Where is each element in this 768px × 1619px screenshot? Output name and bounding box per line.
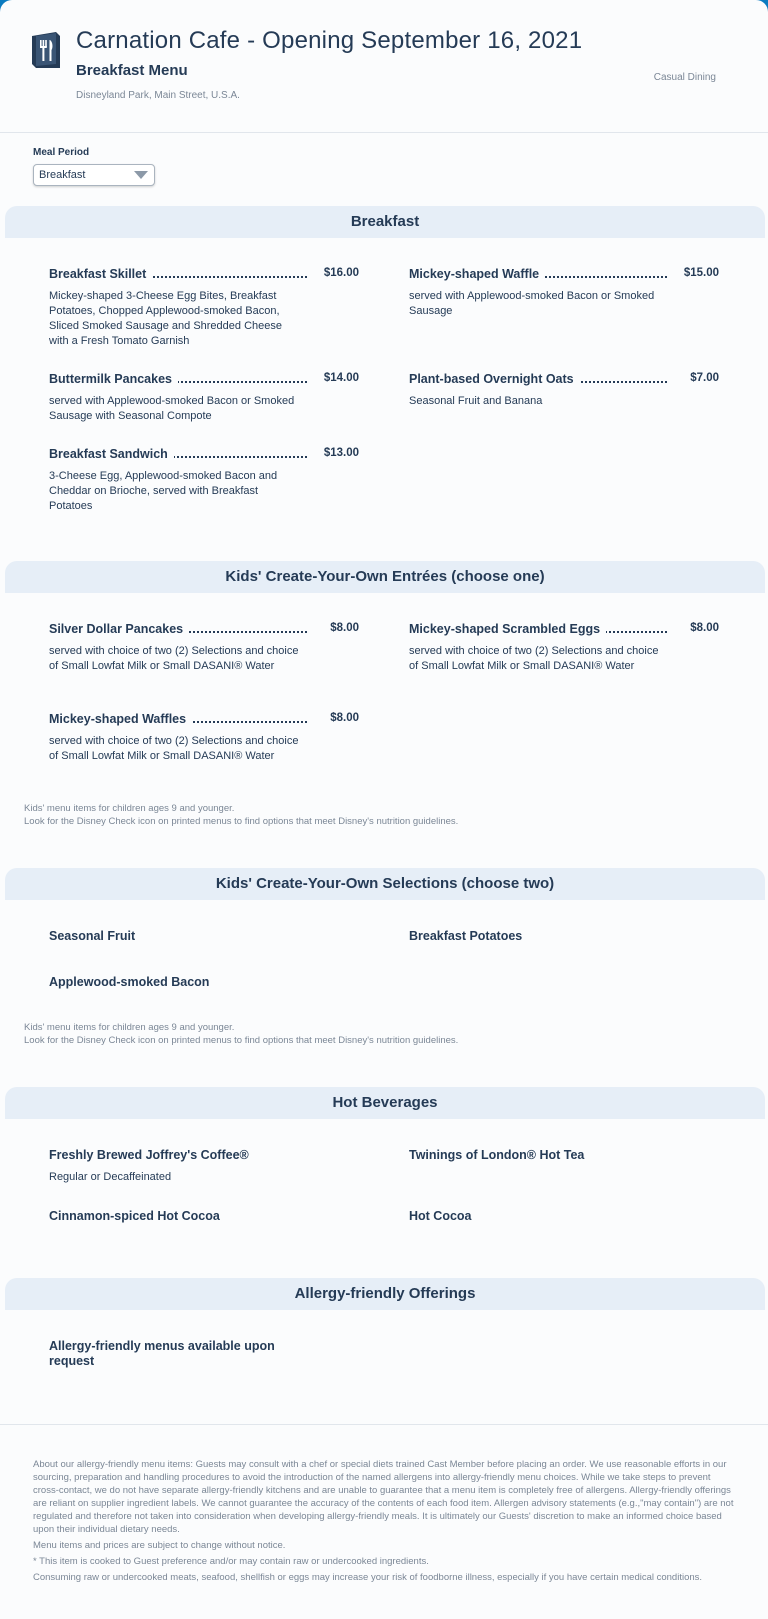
- section-title: Allergy-friendly Offerings: [5, 1278, 765, 1310]
- section-title: Kids' Create-Your-Own Selections (choose two): [5, 868, 765, 900]
- item-price: $14.00: [323, 372, 359, 384]
- footer-disclaimer: [33, 1458, 735, 1587]
- item-description: served with choice of two (2) Selections and choice of Small Lowfat Milk or Small DASANI® Water: [409, 645, 659, 672]
- item-name: Silver Dollar Pancakes: [49, 622, 189, 636]
- kids-note: [24, 1021, 458, 1047]
- menu-item: [49, 929, 359, 947]
- item-name: Buttermilk Pancakes: [49, 372, 178, 386]
- item-name: Mickey-shaped Waffle: [409, 267, 545, 281]
- item-price: $7.00: [690, 372, 719, 384]
- menu-item: [49, 267, 359, 349]
- item-price: $8.00: [690, 622, 719, 634]
- section-kids-selections: [5, 868, 765, 989]
- item-price: $15.00: [683, 267, 719, 279]
- menu-item: [409, 267, 719, 319]
- item-description: served with choice of two (2) Selections and choice of Small Lowfat Milk or Small DASANI® Water: [49, 735, 299, 762]
- cooked-note: * This item is cooked to Guest preference and/or may contain raw or undercooked ingredients.: [33, 1556, 429, 1567]
- menu-item: [409, 929, 719, 947]
- meal-period: [33, 147, 155, 186]
- menu-header: [0, 0, 768, 133]
- meal-period-label: Meal Period: [33, 147, 90, 158]
- menu-item: [49, 447, 359, 514]
- item-description: served with Applewood-smoked Bacon or Smoked Sausage with Seasonal Compote: [49, 395, 295, 422]
- kids-note: [24, 802, 458, 828]
- item-name: Cinnamon-spiced Hot Cocoa: [49, 1209, 220, 1223]
- disney-check-note: Look for the Disney Check icon on printed menus to find options that meet Disney's nutrition guidelines.: [24, 1035, 459, 1046]
- item-description: 3-Cheese Egg, Applewood-smoked Bacon and Cheddar on Brioche, served with Breakfast Potatoes: [49, 470, 278, 512]
- menu-item: [49, 712, 359, 764]
- location-text: Disneyland Park, Main Street, U.S.A.: [76, 90, 240, 101]
- item-name: Breakfast Skillet: [49, 267, 152, 281]
- menu-item: [49, 1209, 359, 1227]
- menu-item: [49, 372, 359, 424]
- item-name: Twinings of London® Hot Tea: [409, 1148, 585, 1162]
- kids-age-note: Kids' menu items for children ages 9 and younger.: [24, 803, 235, 814]
- item-name: Allergy-friendly menus available upon request: [49, 1339, 275, 1368]
- item-name: Seasonal Fruit: [49, 929, 136, 943]
- dining-type: Casual Dining: [653, 72, 716, 83]
- item-name: Mickey-shaped Waffles: [49, 712, 192, 726]
- section-allergy-friendly: [5, 1278, 765, 1368]
- item-price: $16.00: [323, 267, 359, 279]
- item-name: Hot Cocoa: [409, 1209, 472, 1223]
- meal-period-select[interactable]: [33, 164, 155, 186]
- menu-subtitle: Breakfast Menu: [76, 62, 188, 79]
- consuming-note: Consuming raw or undercooked meats, seafood, shellfish or eggs may increase your risk of foodborne illness, especially if you have certain medical conditions.: [33, 1572, 703, 1583]
- section-title: Kids' Create-Your-Own Entrées (choose one): [5, 561, 765, 593]
- section-title: Breakfast: [5, 206, 765, 238]
- footer-divider: [0, 1424, 768, 1425]
- item-description: Regular or Decaffeinated: [49, 1171, 172, 1183]
- item-price: $13.00: [323, 447, 359, 459]
- prices-note: Menu items and prices are subject to change without notice.: [33, 1540, 286, 1551]
- allergy-disclaimer: About our allergy-friendly menu items: Guests may consult with a chef or special diets trained Cast Member before placing an order. We use reasonable efforts in our sourcing, preparation and handling procedures to avoid the introduction of the named allergens into allergy-friendly menu choices. While we take steps to prevent cross-contact, we do not have separate allergy-friendly kitchens and are unable to guarantee that a menu item is completely free of allergens. Allergy-friendly offerings are reliant on supplier ingredient labels. We cannot guarantee the accuracy of the contents of each food item. Allergen advisory statements (e.g.,"may contain") are not regulated and therefore not taken into consideration when developing allergy-friendly meals. It is ultimately our Guests' discretion to make an informed choice based upon their individual dietary needs.: [33, 1459, 734, 1535]
- menu-item: [409, 1209, 719, 1227]
- menu-item: [409, 372, 719, 409]
- item-name: Mickey-shaped Scrambled Eggs: [409, 622, 606, 636]
- section-hot-beverages: [5, 1087, 765, 1223]
- item-name: Applewood-smoked Bacon: [49, 975, 210, 989]
- item-name: Freshly Brewed Joffrey's Coffee®: [49, 1148, 249, 1162]
- section-title: Hot Beverages: [5, 1087, 765, 1119]
- menu-item: [409, 1148, 719, 1166]
- meal-period-value: Breakfast: [39, 169, 86, 181]
- item-description: served with choice of two (2) Selections and choice of Small Lowfat Milk or Small DASANI® Water: [49, 645, 299, 672]
- item-price: $8.00: [330, 622, 359, 634]
- item-name: Breakfast Potatoes: [409, 929, 523, 943]
- menu-item: [49, 1339, 299, 1369]
- fork-knife-icon: [32, 32, 60, 68]
- disney-check-note: Look for the Disney Check icon on printed menus to find options that meet Disney's nutrition guidelines.: [24, 816, 459, 827]
- item-name: Plant-based Overnight Oats: [409, 372, 580, 386]
- chevron-down-icon: [134, 171, 148, 179]
- page-title: Carnation Cafe - Opening September 16, 2021: [76, 27, 583, 54]
- item-description: served with Applewood-smoked Bacon or Smoked Sausage: [409, 290, 655, 317]
- section-kids-entrees: [5, 561, 765, 762]
- kids-age-note: Kids' menu items for children ages 9 and younger.: [24, 1022, 235, 1033]
- menu-item: [409, 622, 719, 674]
- item-name: Breakfast Sandwich: [49, 447, 174, 461]
- item-description: Seasonal Fruit and Banana: [409, 395, 543, 407]
- section-breakfast: [5, 206, 765, 512]
- menu-item: [49, 975, 359, 993]
- menu-item: [49, 622, 359, 674]
- item-description: Mickey-shaped 3-Cheese Egg Bites, Breakfast Potatoes, Chopped Applewood-smoked Bacon, Sliced Smoked Sausage and Shredded Cheese with a Fresh Tomato Garnish: [49, 290, 282, 347]
- menu-item: [49, 1148, 359, 1185]
- item-price: $8.00: [330, 712, 359, 724]
